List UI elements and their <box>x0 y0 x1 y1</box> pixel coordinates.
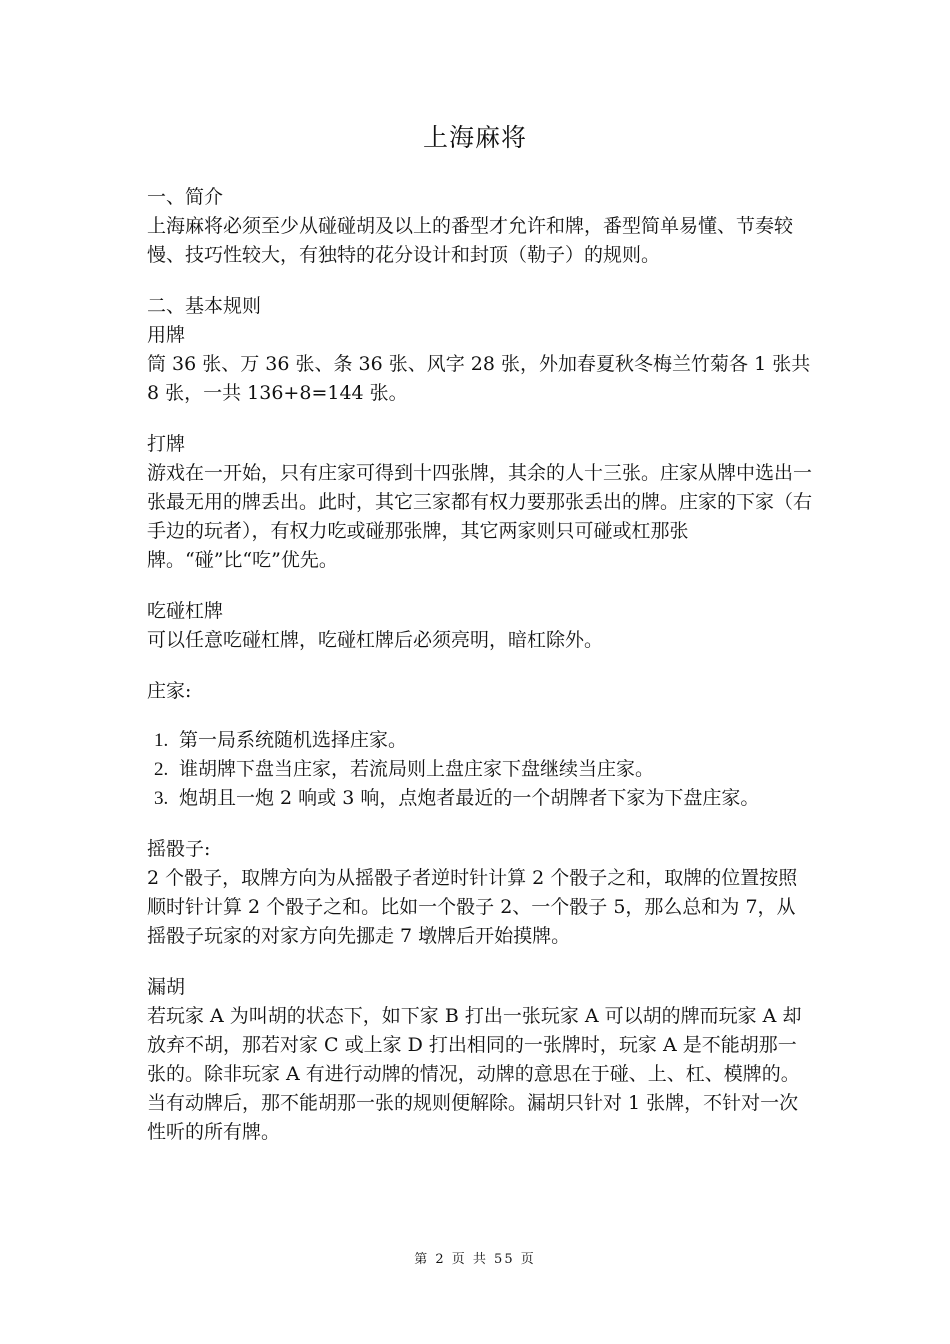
dealer-list-item: 2. 谁胡牌下盘当庄家，若流局则上盘庄家下盘继续当庄家。 <box>173 755 812 784</box>
play-text: 游戏在一开始，只有庄家可得到十四张牌，其余的人十三张。庄家从牌中选出一张最无用的牌丢出。此时，其它三家都有权力要那张丢出的牌。庄家的下家（右手边的玩者），有权力吃或碰那张牌，其它两家则只可碰或杠那张牌。“碰”比“吃”优先。 <box>147 462 813 571</box>
tiles-heading: 用牌 <box>147 324 186 346</box>
page-footer: 第 2 页 共 55 页 <box>414 1252 536 1267</box>
dealer-heading: 庄家: <box>147 680 192 702</box>
rules-heading: 二、基本规则 <box>147 295 262 317</box>
miss-text: 若玩家 A 为叫胡的状态下，如下家 B 打出一张玩家 A 可以胡的牌而玩家 A 却放弃不胡，那若对家 C 或上家 D 打出相同的一张牌时，玩家 A 是不能胡那一张的。除非玩家 A 有进行动牌的情况，动牌的意思在于碰、上、杠、模牌的。当有动牌后，那不能胡那一张的规则便解除。漏胡只针对 1 张牌，不针对一次性听的所有牌。 <box>147 1005 802 1143</box>
miss-heading: 漏胡 <box>147 976 186 998</box>
play-heading: 打牌 <box>147 433 186 455</box>
chi-text: 可以任意吃碰杠牌，吃碰杠牌后必须亮明，暗杠除外。 <box>147 629 604 651</box>
tiles-text: 筒 36 张、万 36 张、条 36 张、风字 28 张，外加春夏秋冬梅兰竹菊各 1 张共 8 张，一共 136+8=144 张。 <box>147 353 811 404</box>
intro-text: 上海麻将必须至少从碰碰胡及以上的番型才允许和牌，番型简单易懂、节奏较慢、技巧性较大，有独特的花分设计和封顶（勒子）的规则。 <box>147 215 794 266</box>
dice-heading: 摇骰子: <box>147 838 211 860</box>
dealer-list-item: 1. 第一局系统随机选择庄家。 <box>173 726 812 755</box>
page-title: 上海麻将 <box>422 123 527 152</box>
dice-text: 2 个骰子，取牌方向为从摇骰子者逆时针计算 2 个骰子之和，取牌的位置按照顺时针计算 2 个骰子之和。比如一个骰子 2、一个骰子 5，那么总和为 7，从摇骰子玩家的对家方向先挪走 7 墩牌后开始摸牌。 <box>147 867 798 947</box>
dealer-list-item: 3. 炮胡且一炮 2 响或 3 响，点炮者最近的一个胡牌者下家为下盘庄家。 <box>173 784 812 813</box>
dealer-list <box>147 726 812 813</box>
document-body <box>147 183 812 1147</box>
intro-heading: 一、简介 <box>147 186 224 208</box>
chi-heading: 吃碰杠牌 <box>147 600 224 622</box>
